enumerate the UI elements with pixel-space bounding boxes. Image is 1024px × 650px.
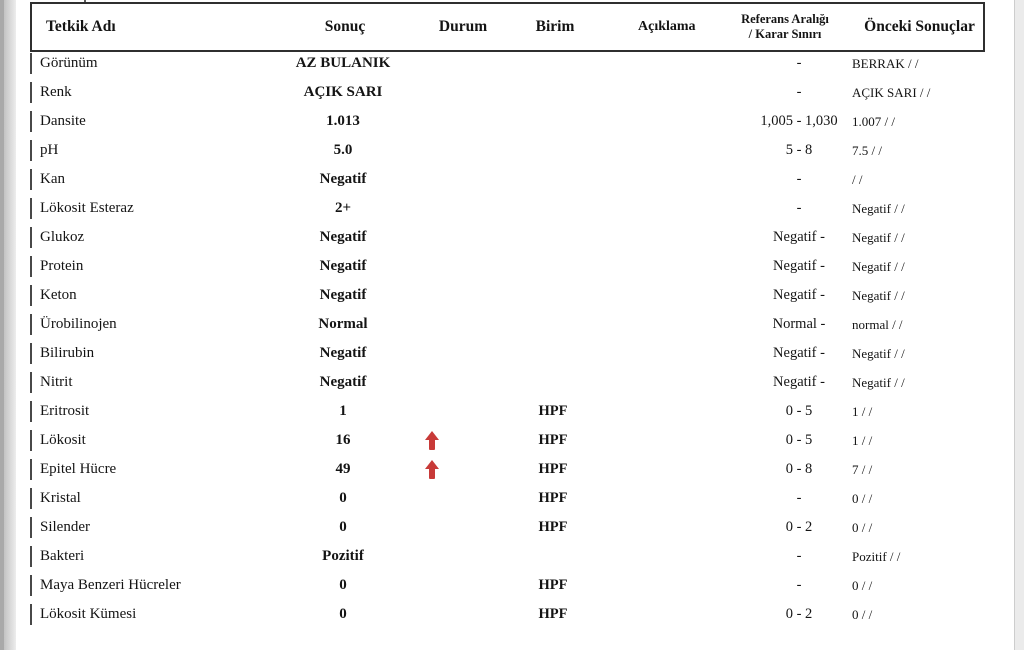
table-row [30, 368, 985, 397]
reference-range-cell: - [796, 84, 802, 100]
test-name-cell: Lökosit Esteraz [40, 200, 134, 216]
reference-range-cell: 0 - 8 [785, 461, 813, 477]
reference-range-cell: - [796, 548, 802, 564]
result-cell: 1.013 [326, 113, 360, 129]
table-row [30, 223, 985, 252]
result-cell: 0 [339, 606, 347, 622]
previous-results-cell: normal / / [852, 316, 903, 332]
table-row [30, 78, 985, 107]
previous-results-cell: Negatif / / [852, 345, 905, 361]
results-table-body [30, 49, 985, 629]
column-header-unit: Birim [535, 18, 575, 35]
test-name-cell: Silender [40, 519, 90, 535]
status-cell [416, 431, 439, 451]
previous-results-cell: Negatif / / [852, 258, 905, 274]
test-name-cell: Eritrosit [40, 403, 90, 419]
high-flag-up-arrow-icon [425, 431, 439, 451]
results-table-header [30, 2, 985, 52]
reference-range-cell: 1,005 - 1,030 [760, 113, 838, 129]
status-cell [416, 112, 425, 132]
result-cell: Negatif [319, 229, 367, 245]
test-name-cell: Ürobilinojen [40, 316, 117, 332]
reference-range-cell: 0 - 2 [785, 606, 813, 622]
table-row [30, 252, 985, 281]
status-cell [416, 547, 425, 567]
previous-results-cell: 0 / / [852, 490, 873, 506]
status-cell [416, 576, 425, 596]
result-cell: Negatif [319, 374, 367, 390]
result-cell: AÇIK SARI [303, 84, 383, 100]
previous-results-cell: 1 / / [852, 403, 873, 419]
previous-results-cell: 0 / / [852, 577, 873, 593]
previous-results-cell: 1.007 / / [852, 113, 895, 129]
reference-range-cell: 0 - 5 [785, 432, 813, 448]
table-row [30, 484, 985, 513]
status-cell [416, 257, 425, 277]
previous-results-cell: BERRAK / / [852, 55, 919, 71]
status-cell [416, 402, 425, 422]
reference-range-cell: Normal - [772, 316, 826, 332]
table-row [30, 426, 985, 455]
result-cell: 49 [335, 461, 351, 477]
status-cell [416, 373, 425, 393]
reference-range-cell: - [796, 577, 802, 593]
unit-cell: HPF [538, 606, 568, 622]
result-cell: Negatif [319, 287, 367, 303]
status-cell [416, 489, 425, 509]
unit-cell: HPF [538, 577, 568, 593]
result-cell: 16 [335, 432, 351, 448]
test-name-cell: Bilirubin [40, 345, 95, 361]
test-name-cell: Protein [40, 258, 84, 274]
test-name-cell: Nitrit [40, 374, 73, 390]
previous-results-cell: 1 / / [852, 432, 873, 448]
table-row [30, 310, 985, 339]
test-name-cell: Kristal [40, 490, 81, 506]
result-cell: AZ BULANIK [295, 55, 391, 71]
unit-cell: HPF [538, 403, 568, 419]
test-name-cell: Keton [40, 287, 77, 303]
unit-cell: HPF [538, 461, 568, 477]
status-cell [416, 228, 425, 248]
reference-range-cell: Negatif - [773, 229, 825, 245]
status-cell [416, 141, 425, 161]
reference-range-cell: 0 - 2 [785, 519, 813, 535]
status-cell [416, 315, 425, 335]
result-cell: Normal [318, 316, 368, 332]
table-row [30, 136, 985, 165]
test-name-cell: Dansite [40, 113, 86, 129]
column-header-reference: Referans Aralığı / Karar Sınırı [741, 11, 829, 41]
status-cell [416, 286, 425, 306]
previous-results-cell: Negatif / / [852, 200, 905, 216]
test-name-cell: Epitel Hücre [40, 461, 117, 477]
status-cell [416, 605, 425, 625]
test-name-cell: Glukoz [40, 229, 85, 245]
result-cell: 0 [339, 519, 347, 535]
column-header-note: Açıklama [638, 19, 696, 34]
result-cell: 1 [339, 403, 347, 419]
result-cell: Negatif [319, 258, 367, 274]
result-cell: 2+ [334, 200, 352, 216]
previous-results-cell: / / [852, 171, 863, 187]
unit-cell: HPF [538, 490, 568, 506]
status-cell [416, 83, 425, 103]
previous-results-cell: 7 / / [852, 461, 873, 477]
reference-range-cell: 0 - 5 [785, 403, 813, 419]
table-row [30, 600, 985, 629]
table-row [30, 513, 985, 542]
previous-results-cell: Negatif / / [852, 374, 905, 390]
column-header-previous: Önceki Sonuçlar [864, 18, 975, 35]
reference-range-cell: Negatif - [773, 374, 825, 390]
previous-results-cell: AÇIK SARI / / [852, 84, 931, 100]
table-row [30, 339, 985, 368]
test-name-cell: pH [40, 142, 59, 158]
page-edge-left-light [4, 0, 16, 650]
result-cell: Pozitif [322, 548, 364, 564]
result-cell: Negatif [319, 171, 367, 187]
table-row [30, 165, 985, 194]
result-cell: 5.0 [333, 142, 353, 158]
reference-range-cell: Negatif - [773, 345, 825, 361]
table-row [30, 49, 985, 78]
unit-cell: HPF [538, 432, 568, 448]
table-row [30, 542, 985, 571]
result-cell: 0 [339, 577, 347, 593]
column-header-result: Sonuç [324, 18, 366, 35]
status-cell [416, 518, 425, 538]
test-name-cell: Maya Benzeri Hücreler [40, 577, 181, 593]
previous-results-cell: 7.5 / / [852, 142, 882, 158]
page-edge-right [1014, 0, 1024, 650]
high-flag-up-arrow-icon [425, 460, 439, 480]
reference-range-cell: - [796, 171, 802, 187]
test-name-cell: Bakteri [40, 548, 85, 564]
reference-range-cell: Negatif - [773, 258, 825, 274]
result-cell: 0 [339, 490, 347, 506]
status-cell [416, 170, 425, 190]
test-name-cell: Kan [40, 171, 65, 187]
reference-range-cell: 5 - 8 [785, 142, 813, 158]
previous-results-cell: 0 / / [852, 519, 873, 535]
reference-range-cell: - [796, 200, 802, 216]
table-row [30, 455, 985, 484]
previous-results-cell: Pozitif / / [852, 548, 901, 564]
test-name-cell: Görünüm [40, 55, 98, 71]
status-cell [416, 54, 425, 74]
test-name-cell: Renk [40, 84, 72, 100]
table-row [30, 397, 985, 426]
table-row [30, 194, 985, 223]
table-row [30, 281, 985, 310]
reference-range-cell: - [796, 55, 802, 71]
column-header-status: Durum [438, 18, 488, 35]
status-cell [416, 460, 439, 480]
reference-range-cell: - [796, 490, 802, 506]
table-row [30, 571, 985, 600]
result-cell: Negatif [319, 345, 367, 361]
column-header-test-name: Tetkik Adı [46, 18, 116, 35]
previous-results-cell: Negatif / / [852, 287, 905, 303]
previous-results-cell: Negatif / / [852, 229, 905, 245]
reference-range-cell: Negatif - [773, 287, 825, 303]
previous-results-cell: 0 / / [852, 606, 873, 622]
table-row [30, 107, 985, 136]
unit-cell: HPF [538, 519, 568, 535]
status-cell [416, 199, 425, 219]
status-cell [416, 344, 425, 364]
test-name-cell: Lökosit [40, 432, 86, 448]
test-name-cell: Lökosit Kümesi [40, 606, 137, 622]
